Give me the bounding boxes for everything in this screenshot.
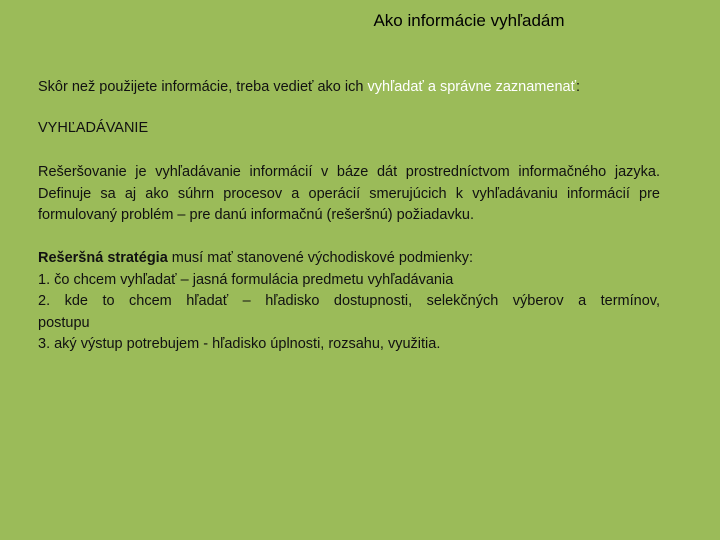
strategy-bold-term: Rešeršná stratégia xyxy=(38,250,168,266)
strategy-item-3: 3. aký výstup potrebujem - hľadisko úplnosti, rozsahu, využitia. xyxy=(38,336,441,352)
intro-paragraph xyxy=(38,77,660,99)
strategy-block xyxy=(38,248,660,356)
strategy-item-2-line-2: postupu xyxy=(38,314,90,331)
strategy-lead-line xyxy=(38,248,660,270)
slide-title: Ako informácie vyhľadám xyxy=(373,11,565,30)
intro-end: : xyxy=(576,79,581,95)
strategy-item-2-line-1: 2. kde to chcem hľadať – hľadisko dostupnosti, selekčných výberov a termínov, xyxy=(38,293,660,309)
intro-text: Skôr než použijete informácie, treba vedieť ako ich xyxy=(38,79,368,95)
definition-paragraph: Rešeršovanie je vyhľadávanie informácií v báze dát prostredníctvom informačného jazyka. Definuje sa aj ako súhrn procesov a operácií smerujúcich k vyhľadávaniu informácií pre formulovaný problém – pre danú informačnú (rešeršnú) požiadavku. xyxy=(38,164,660,223)
strategy-item-1: 1. čo chcem vyhľadať – jasná formulácia predmetu vyhľadávania xyxy=(38,271,454,288)
strategy-lead: musí mať stanovené východiskové podmienky: xyxy=(167,250,474,266)
section-heading: VYHĽADÁVANIE xyxy=(38,120,149,136)
intro-highlight: vyhľadať a správne zaznamenať xyxy=(367,79,577,95)
